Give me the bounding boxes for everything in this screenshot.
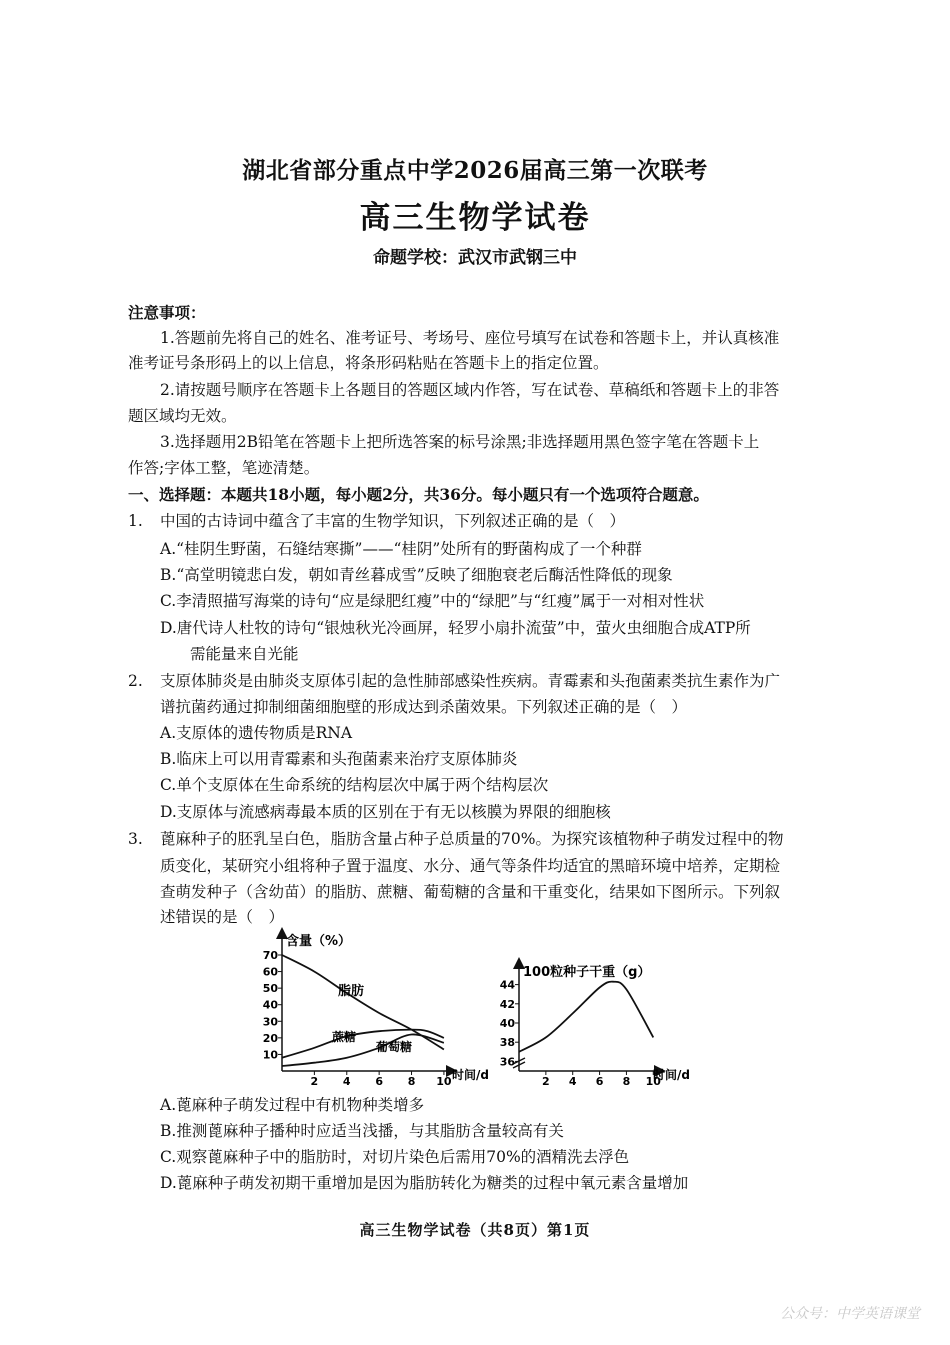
option-c: C.单个支原体在生命系统的结构层次中属于两个结构层次 — [160, 776, 549, 794]
x-tick-label: 4 — [568, 1075, 577, 1088]
x-tick-label: 4 — [342, 1075, 351, 1088]
question-stem: 蓖麻种子的胚乳呈白色，脂肪含量占种子总质量的70%。为探究该植物种子萌发过程中的物 — [160, 830, 784, 848]
notice-line: 作答;字体工整，笔迹清楚。 — [128, 459, 320, 477]
series-line-1 — [519, 982, 653, 1052]
x-tick-label: 6 — [375, 1075, 383, 1088]
exam-school: 命题学校：武汉市武钢三中 — [373, 248, 577, 268]
y-tick-label: 30 — [262, 1015, 278, 1029]
y-tick-label: 40 — [499, 1017, 515, 1030]
question-stem: 查萌发种子（含幼苗）的脂肪、蔗糖、葡萄糖的含量和干重变化，结果如下图所示。下列叙 — [160, 883, 781, 901]
option-b: B.“高堂明镜悲白发，朝如青丝暮成雪”反映了细胞衰老后酶活性降低的现象 — [160, 566, 673, 584]
chart-dry-weight — [495, 955, 705, 1095]
option-a: A.“桂阴生野菌，石缝结寒撕”——“桂阴”处所有的野菌构成了一个种群 — [160, 540, 642, 558]
question-stem: 述错误的是（ ） — [160, 908, 285, 926]
x-axis-label: 时间/d — [452, 1068, 489, 1082]
notice-line: 1.答题前先将自己的姓名、准考证号、考场号、座位号填写在试卷和答题卡上，并认真核准 — [160, 329, 780, 347]
x-tick-label: 8 — [407, 1075, 416, 1088]
x-tick-label: 2 — [310, 1075, 319, 1088]
notice-line: 准考证号条形码上的以上信息，将条形码粘贴在答题卡上的指定位置。 — [128, 354, 609, 372]
option-d: D.唐代诗人杜牧的诗句“银烛秋光冷画屏，轻罗小扇扑流萤”中，萤火虫细胞合成ATP所 — [160, 619, 751, 637]
y-tick-label: 42 — [499, 997, 515, 1011]
y-tick-label: 36 — [499, 1055, 515, 1069]
option-a: A.支原体的遗传物质是RNA — [160, 724, 353, 742]
x-tick-label: 10 — [436, 1075, 452, 1088]
y-tick-label: 10 — [262, 1048, 278, 1062]
x-tick-label: 8 — [622, 1075, 631, 1088]
y-tick-label: 44 — [499, 978, 515, 992]
x-tick-label: 10 — [645, 1075, 661, 1088]
y-tick-label: 40 — [262, 998, 278, 1012]
exam-subtitle: 高三生物学试卷 — [359, 200, 591, 236]
question-number: 3. — [128, 830, 143, 848]
question-number: 2. — [128, 672, 143, 690]
option-c: C.观察蓖麻种子中的脂肪时，对切片染色后需用70%的酒精洗去浮色 — [160, 1148, 630, 1166]
option-b: B.推测蓖麻种子播种时应适当浅播，与其脂肪含量较高有关 — [160, 1122, 564, 1140]
exam-title: 湖北省部分重点中学2026届高三第一次联考 — [242, 157, 708, 184]
question-stem: 质变化，某研究小组将种子置于温度、水分、通气等条件均适宜的黑暗环境中培养，定期检 — [160, 857, 781, 875]
question-stem: 中国的古诗词中蕴含了丰富的生物学知识，下列叙述正确的是（ ） — [160, 512, 626, 530]
y-tick-label: 60 — [262, 965, 278, 979]
series-label-sucrose: 蔗糖 — [332, 1030, 357, 1044]
watermark: 公众号：中学英语课堂 — [780, 1306, 920, 1322]
notice-heading: 注意事项： — [128, 303, 206, 322]
option-c: C.李清照描写海棠的诗句“应是绿肥红瘦”中的“绿肥”与“红瘦”属于一对相对性状 — [160, 592, 705, 610]
chart-content — [240, 925, 500, 1095]
option-d-continued: 需能量来自光能 — [190, 645, 299, 663]
notice-line: 3.选择题用2B铅笔在答题卡上把所选答案的标号涂黑;非选择题用黑色签字笔在答题卡上 — [160, 433, 760, 451]
question-stem: 谱抗菌药通过抑制细菌细胞壁的形成达到杀菌效果。下列叙述正确的是（ ） — [160, 698, 688, 716]
y-axis-label: 含量（%） — [286, 934, 352, 949]
x-tick-label: 2 — [542, 1075, 550, 1088]
x-axis-label: 时间/d — [653, 1068, 690, 1082]
option-b: B.临床上可以用青霉素和头孢菌素来治疗支原体肺炎 — [160, 750, 518, 768]
y-axis-label: 100粒种子干重（g） — [523, 965, 651, 980]
page-footer: 高三生物学试卷（共8页）第1页 — [359, 1221, 591, 1239]
y-tick-label: 38 — [499, 1036, 515, 1050]
x-tick-label: 6 — [595, 1075, 604, 1088]
option-d: D.支原体与流感病毒最本质的区别在于有无以核膜为界限的细胞核 — [160, 803, 611, 821]
question-stem: 支原体肺炎是由肺炎支原体引起的急性肺部感染性疾病。青霉素和头孢菌素类抗生素作为广 — [160, 672, 781, 690]
y-tick-label: 50 — [262, 982, 278, 996]
notice-line: 2.请按题号顺序在答题卡上各题目的答题区域内作答，写在试卷、草稿纸和答题卡上的非答 — [160, 381, 780, 399]
option-d: D.蓖麻种子萌发初期干重增加是因为脂肪转化为糖类的过程中氧元素含量增加 — [160, 1174, 689, 1192]
series-label-fat: 脂肪 — [338, 984, 365, 999]
y-tick-label: 70 — [262, 949, 278, 962]
question-number: 1. — [128, 512, 143, 530]
notice-line: 题区域均无效。 — [128, 407, 237, 425]
y-tick-label: 20 — [262, 1031, 278, 1045]
section-heading: 一、选择题：本题共18小题，每小题2分，共36分。每小题只有一个选项符合题意。 — [128, 485, 709, 504]
option-a: A.蓖麻种子萌发过程中有机物种类增多 — [160, 1096, 425, 1114]
series-label-glucose: 葡萄糖 — [376, 1040, 413, 1054]
